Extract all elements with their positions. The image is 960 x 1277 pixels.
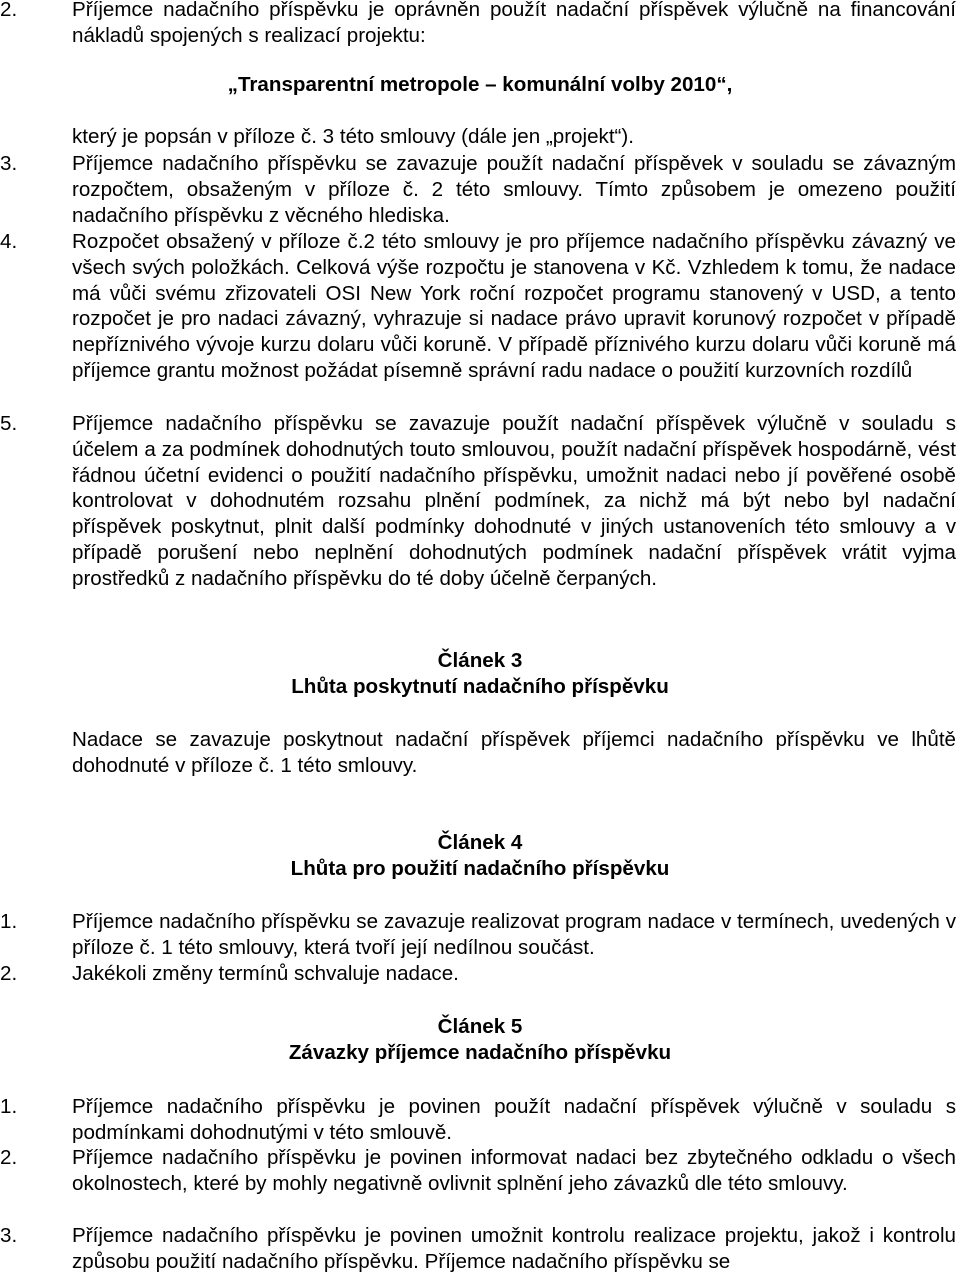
art2-item-5 — [0, 411, 958, 592]
art2-item-2-continuation — [0, 124, 958, 150]
article-3-heading — [0, 648, 960, 700]
item-text: Příjemce nadačního příspěvku je oprávněn použít nadační příspěvek výlučně na financování nákladů spojených s realizací projektu: — [72, 0, 956, 47]
item-number: 5. — [0, 412, 18, 435]
project-title-text: „Transparentní metropole – komunální volby 2010“, — [227, 73, 733, 96]
project-title — [0, 72, 960, 98]
article-5-item-3 — [0, 1223, 958, 1275]
item-text: Příjemce nadačního příspěvku se zavazuje použít nadační příspěvek v souladu se závazným rozpočtem, obsaženým v příloze č. 2 této smlouvy. Tímto způsobem je omezeno použití nadačního příspěvku z věcného hlediska. — [72, 152, 956, 227]
article-heading: Článek 3 — [437, 649, 523, 672]
item-text: který je popsán v příloze č. 3 této smlouvy (dále jen „projekt“). — [72, 125, 634, 148]
item-text: Jakékoli změny termínů schvaluje nadace. — [72, 962, 459, 985]
item-text: Příjemce nadačního příspěvku je povinen umožnit kontrolu realizace projektu, jakož i kontrolu způsobu použití nadačního příspěvku. Příjemce nadačního příspěvku se — [72, 1224, 956, 1273]
article-text: Nadace se zavazuje poskytnout nadační příspěvek příjemci nadačního příspěvku ve lhůtě dohodnuté v příloze č. 1 této smlouvy. — [72, 728, 956, 777]
item-number: 1. — [0, 910, 18, 933]
article-5-heading — [0, 1014, 960, 1066]
article-heading: Článek 5 — [437, 1015, 523, 1038]
article-subheading: Závazky příjemce nadačního příspěvku — [288, 1040, 672, 1064]
art2-item-2 — [0, 0, 958, 49]
item-number: 2. — [0, 962, 18, 985]
article-4-item-2 — [0, 961, 958, 987]
article-subheading: Lhůta pro použití nadačního příspěvku — [290, 856, 670, 880]
article-5-item-1 — [0, 1094, 958, 1146]
article-4-item-1 — [0, 909, 958, 961]
art2-item-2-text-a — [0, 0, 958, 49]
item-number: 2. — [0, 0, 18, 21]
article-5-item-2 — [0, 1145, 958, 1197]
item-number: 2. — [0, 1146, 18, 1169]
article-3-body — [0, 727, 958, 779]
article-subheading: Lhůta poskytnutí nadačního příspěvku — [291, 674, 669, 698]
art2-item-3 — [0, 151, 958, 228]
item-text: Příjemce nadačního příspěvku se zavazuje realizovat program nadace v termínech, uvedených v příloze č. 1 této smlouvy, která tvoří její nedílnou součást. — [72, 910, 956, 959]
item-number: 3. — [0, 1224, 18, 1247]
item-number: 4. — [0, 230, 18, 253]
item-number: 3. — [0, 152, 18, 175]
article-4-heading — [0, 830, 960, 882]
art2-item-4 — [0, 229, 958, 384]
item-number: 1. — [0, 1095, 18, 1118]
item-text: Příjemce nadačního příspěvku je povinen informovat nadaci bez zbytečného odkladu o všech okolnostech, které by mohly negativně ovlivnit splnění jeho závazků dle této smlouvy. — [72, 1146, 956, 1195]
item-text: Příjemce nadačního příspěvku se zavazuje použít nadační příspěvek výlučně v souladu s účelem a za podmínek dohodnutých touto smlouvou, použít nadační příspěvek hospodárně, vést řádnou účetní evidenci o použití nadačního příspěvku, umožnit nadaci nebo jí pověřené osobě kontrolovat v dohodnutém rozsahu plnění podmínek, za nichž má být nebo byl nadační příspěvek poskytnut, plnit další podmínky dohodnuté v jiných ustanoveních této smlouvy a v případě porušení nebo neplnění dohodnutých podmínek nadační příspěvek vrátit vyjma prostředků z nadačního příspěvku do té doby účelně čerpaných. — [72, 412, 956, 590]
article-heading: Článek 4 — [437, 831, 523, 854]
item-text: Příjemce nadačního příspěvku je povinen použít nadační příspěvek výlučně v souladu s podmínkami dohodnutými v této smlouvě. — [72, 1095, 956, 1144]
item-text: Rozpočet obsažený v příloze č.2 této smlouvy je pro příjemce nadačního příspěvku závazný ve všech svých položkách. Celková výše rozpočtu je stanovena v Kč. Vzhledem k tomu, že nadace má vůči svému zřizovateli OSI New York roční rozpočet programu stanovený v USD, a tento rozpočet je pro nadaci závazný, vyhrazuje si nadace právo upravit korunový rozpočet v případě nepříznivého vývoje kurzu dolaru vůči koruně. V případě příznivého kurzu dolaru vůči koruně má příjemce grantu možnost požádat písemně správní radu nadace o použití kurzovních rozdílů — [72, 230, 956, 382]
